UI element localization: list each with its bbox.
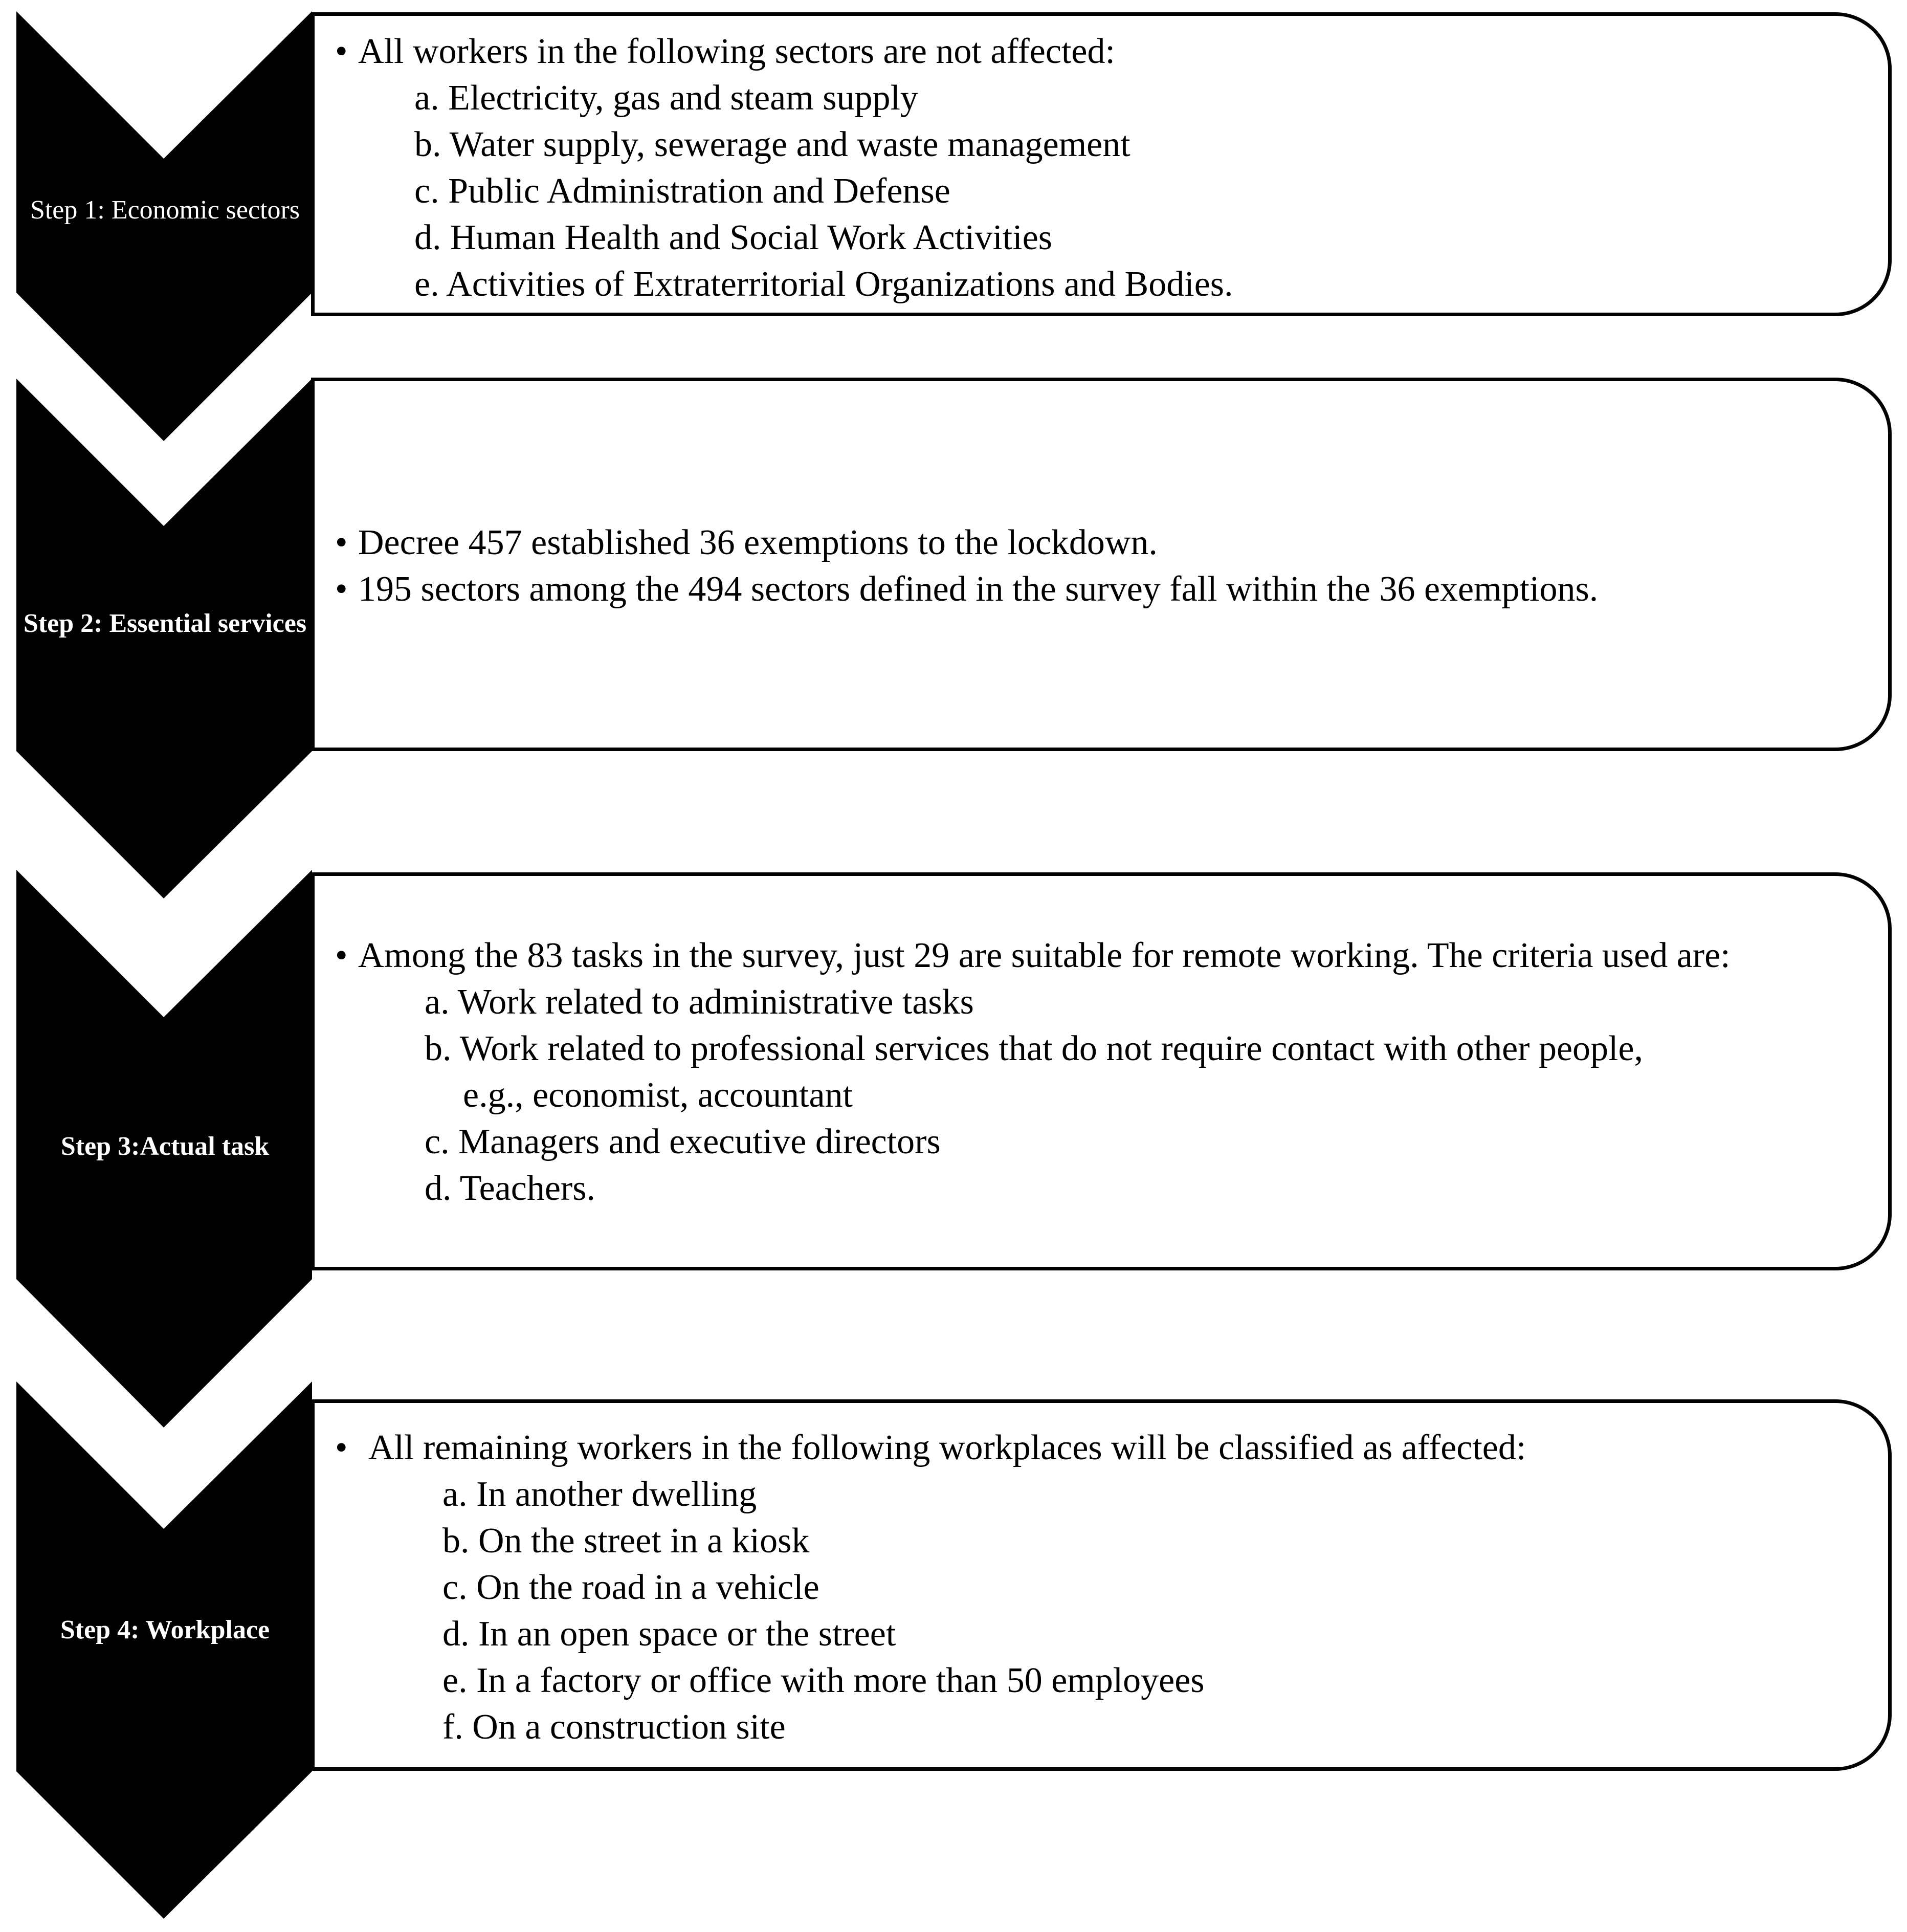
step-4-item-d: d. In an open space or the street xyxy=(442,1614,896,1654)
step-1-label: Step 1: Economic sectors xyxy=(30,195,300,225)
step-4-item-b: b. On the street in a kiosk xyxy=(442,1521,810,1561)
step-2-box xyxy=(311,378,1892,751)
step-4-box xyxy=(311,1399,1892,1771)
bullet-icon: • xyxy=(335,32,348,71)
bullet-icon: • xyxy=(335,569,348,609)
step-3-item-b-cont: e.g., economist, accountant xyxy=(463,1075,853,1115)
step-4-chevron xyxy=(16,1381,312,1919)
step-4-item-e: e. In a factory or office with more than 50 employees xyxy=(442,1661,1205,1700)
bullet-icon: • xyxy=(335,1428,348,1467)
step-2-bullet-2: • 195 sectors among the 494 sectors defined in the survey fall within the 36 exemptions. xyxy=(335,566,1868,612)
step-3-bullet: • Among the 83 tasks in the survey, just 29 are suitable for remote working. The criteria used are: xyxy=(335,932,1868,979)
step-4-bullet: • All remaining workers in the following workplaces will be classified as affected: xyxy=(335,1424,1868,1471)
step-1-item-c: c. Public Administration and Defense xyxy=(414,171,950,211)
step-2-label: Step 2: Essential services xyxy=(23,609,307,638)
step-2-bullet-1: • Decree 457 established 36 exemptions to the lockdown. xyxy=(335,519,1868,566)
step-1-chevron xyxy=(16,11,312,441)
step-4-item-c: c. On the road in a vehicle xyxy=(442,1568,819,1607)
step-1-item-e: e. Activities of Extraterritorial Organizations and Bodies. xyxy=(414,265,1233,304)
step-1-item-d: d. Human Health and Social Work Activities xyxy=(414,218,1053,257)
step-3-item-a: a. Work related to administrative tasks xyxy=(425,982,974,1022)
step-3-item-d: d. Teachers. xyxy=(425,1169,595,1208)
step-3-label: Step 3:Actual task xyxy=(60,1132,270,1161)
bullet-icon: • xyxy=(335,936,348,975)
step-3-box xyxy=(311,872,1892,1270)
step-3-item-b: b. Work related to professional services that do not require contact with other people, xyxy=(425,1029,1644,1068)
step-1-item-a: a. Electricity, gas and steam supply xyxy=(414,78,918,118)
step-3-item-c: c. Managers and executive directors xyxy=(425,1122,941,1161)
step-4-item-f: f. On a construction site xyxy=(442,1707,786,1747)
bullet-icon: • xyxy=(335,523,348,562)
step-4-label: Step 4: Workplace xyxy=(60,1615,270,1644)
step-1-box xyxy=(311,12,1892,316)
step-4-item-a: a. In another dwelling xyxy=(442,1475,757,1514)
step-1-bullet: • All workers in the following sectors are not affected: xyxy=(335,28,1868,75)
step-1-item-b: b. Water supply, sewerage and waste management xyxy=(414,125,1130,164)
